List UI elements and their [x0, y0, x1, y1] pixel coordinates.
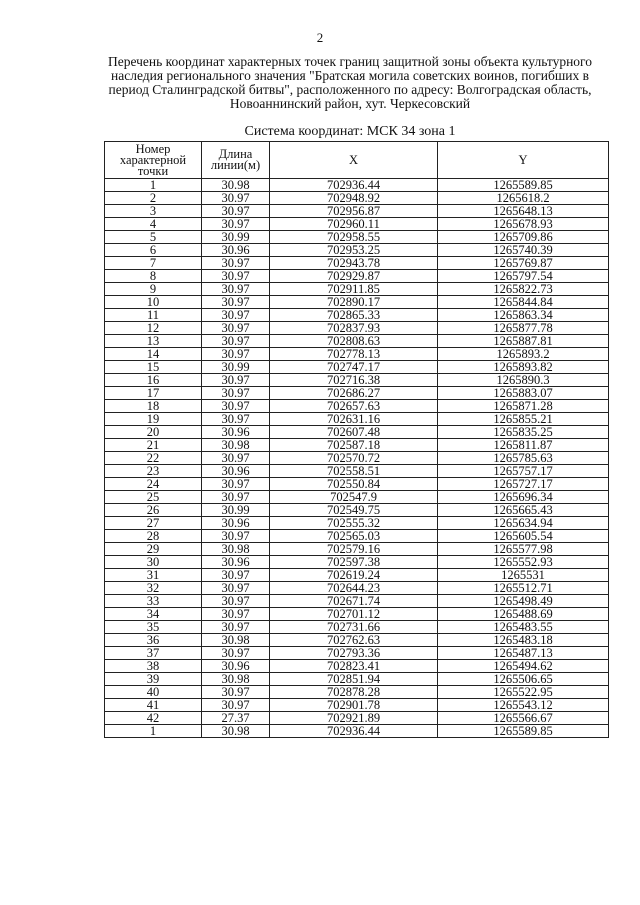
cell-x: 702587.18 [270, 439, 438, 452]
table-row [105, 621, 609, 634]
cell-point-number: 38 [105, 660, 202, 673]
table-row [105, 244, 609, 257]
cell-line-length: 30.97 [202, 452, 270, 465]
cell-line-length: 30.97 [202, 374, 270, 387]
cell-x: 702793.36 [270, 647, 438, 660]
cell-x: 702851.94 [270, 673, 438, 686]
cell-line-length: 30.97 [202, 283, 270, 296]
cell-line-length: 30.97 [202, 621, 270, 634]
cell-y: 1265543.12 [438, 699, 609, 712]
cell-point-number: 27 [105, 517, 202, 530]
cell-x: 702747.17 [270, 361, 438, 374]
cell-x: 702865.33 [270, 309, 438, 322]
cell-point-number: 20 [105, 426, 202, 439]
table-row [105, 374, 609, 387]
cell-y: 1265552.93 [438, 556, 609, 569]
cell-line-length: 30.97 [202, 322, 270, 335]
cell-x: 702943.78 [270, 257, 438, 270]
cell-line-length: 27.37 [202, 712, 270, 725]
cell-line-length: 30.98 [202, 634, 270, 647]
cell-y: 1265835.25 [438, 426, 609, 439]
cell-point-number: 42 [105, 712, 202, 725]
cell-y: 1265506.65 [438, 673, 609, 686]
cell-x: 702607.48 [270, 426, 438, 439]
table-row [105, 530, 609, 543]
page-number: 2 [316, 30, 324, 45]
cell-y: 1265863.34 [438, 309, 609, 322]
cell-x: 702671.74 [270, 595, 438, 608]
cell-y: 1265605.54 [438, 530, 609, 543]
cell-y: 1265893.2 [438, 348, 609, 361]
cell-line-length: 30.97 [202, 296, 270, 309]
cell-x: 702936.44 [270, 725, 438, 738]
cell-y: 1265844.84 [438, 296, 609, 309]
table-row [105, 361, 609, 374]
cell-point-number: 13 [105, 335, 202, 348]
table-row [105, 582, 609, 595]
table-row [105, 439, 609, 452]
table-row [105, 725, 609, 738]
cell-y: 1265634.94 [438, 517, 609, 530]
cell-point-number: 23 [105, 465, 202, 478]
cell-y: 1265488.69 [438, 608, 609, 621]
table-row [105, 491, 609, 504]
cell-y: 1265727.17 [438, 478, 609, 491]
cell-point-number: 34 [105, 608, 202, 621]
table-row [105, 699, 609, 712]
cell-point-number: 40 [105, 686, 202, 699]
document-title: Перечень координат характерных точек границ защитной зоны объекта культурного наследия регионального значения "Братская могила советских воинов, погибших в период Сталинградской битвы", расположенного по адресу: Волгоградская область, Новоаннинский район, хут. Черкесовский [108, 54, 592, 111]
table-row [105, 647, 609, 660]
cell-point-number: 33 [105, 595, 202, 608]
cell-point-number: 4 [105, 218, 202, 231]
cell-x: 702948.92 [270, 192, 438, 205]
cell-line-length: 30.97 [202, 491, 270, 504]
table-row [105, 660, 609, 673]
table-row [105, 517, 609, 530]
cell-x: 702570.72 [270, 452, 438, 465]
cell-line-length: 30.99 [202, 361, 270, 374]
table-row [105, 309, 609, 322]
cell-y: 1265740.39 [438, 244, 609, 257]
cell-line-length: 30.97 [202, 192, 270, 205]
cell-x: 702579.16 [270, 543, 438, 556]
cell-line-length: 30.96 [202, 556, 270, 569]
cell-y: 1265665.43 [438, 504, 609, 517]
cell-x: 702549.75 [270, 504, 438, 517]
table-row [105, 413, 609, 426]
table-row [105, 192, 609, 205]
cell-point-number: 6 [105, 244, 202, 257]
header-line-length: Длина линии(м) [202, 142, 270, 179]
cell-y: 1265890.3 [438, 374, 609, 387]
cell-point-number: 16 [105, 374, 202, 387]
cell-x: 702960.11 [270, 218, 438, 231]
cell-y: 1265531 [438, 569, 609, 582]
table-row [105, 569, 609, 582]
cell-x: 702958.55 [270, 231, 438, 244]
cell-point-number: 28 [105, 530, 202, 543]
cell-line-length: 30.97 [202, 348, 270, 361]
header-point-number: Номер характерной точки [105, 142, 202, 179]
cell-x: 702731.66 [270, 621, 438, 634]
cell-x: 702547.9 [270, 491, 438, 504]
cell-line-length: 30.98 [202, 725, 270, 738]
cell-x: 702644.23 [270, 582, 438, 595]
cell-y: 1265757.17 [438, 465, 609, 478]
cell-point-number: 5 [105, 231, 202, 244]
table-row [105, 218, 609, 231]
cell-y: 1265483.18 [438, 634, 609, 647]
table-row [105, 465, 609, 478]
table-row [105, 712, 609, 725]
cell-line-length: 30.97 [202, 413, 270, 426]
cell-x: 702778.13 [270, 348, 438, 361]
cell-line-length: 30.97 [202, 569, 270, 582]
cell-line-length: 30.96 [202, 426, 270, 439]
cell-x: 702565.03 [270, 530, 438, 543]
cell-line-length: 30.99 [202, 231, 270, 244]
cell-x: 702953.25 [270, 244, 438, 257]
table-row [105, 335, 609, 348]
cell-point-number: 8 [105, 270, 202, 283]
cell-x: 702619.24 [270, 569, 438, 582]
table-row [105, 634, 609, 647]
cell-point-number: 25 [105, 491, 202, 504]
table-row [105, 556, 609, 569]
cell-point-number: 10 [105, 296, 202, 309]
cell-line-length: 30.97 [202, 478, 270, 491]
cell-y: 1265822.73 [438, 283, 609, 296]
table-row [105, 348, 609, 361]
table-row [105, 608, 609, 621]
cell-point-number: 30 [105, 556, 202, 569]
cell-point-number: 7 [105, 257, 202, 270]
cell-point-number: 19 [105, 413, 202, 426]
cell-x: 702911.85 [270, 283, 438, 296]
cell-line-length: 30.97 [202, 257, 270, 270]
cell-y: 1265648.13 [438, 205, 609, 218]
cell-line-length: 30.96 [202, 517, 270, 530]
cell-line-length: 30.97 [202, 608, 270, 621]
cell-point-number: 15 [105, 361, 202, 374]
cell-point-number: 17 [105, 387, 202, 400]
cell-line-length: 30.97 [202, 582, 270, 595]
cell-point-number: 24 [105, 478, 202, 491]
cell-line-length: 30.97 [202, 530, 270, 543]
table-row [105, 296, 609, 309]
cell-x: 702890.17 [270, 296, 438, 309]
cell-point-number: 26 [105, 504, 202, 517]
cell-y: 1265709.86 [438, 231, 609, 244]
cell-point-number: 11 [105, 309, 202, 322]
cell-point-number: 39 [105, 673, 202, 686]
cell-line-length: 30.97 [202, 218, 270, 231]
cell-line-length: 30.97 [202, 699, 270, 712]
cell-y: 1265893.82 [438, 361, 609, 374]
cell-y: 1265522.95 [438, 686, 609, 699]
cell-y: 1265883.07 [438, 387, 609, 400]
cell-line-length: 30.98 [202, 673, 270, 686]
cell-x: 702657.63 [270, 400, 438, 413]
cell-line-length: 30.96 [202, 465, 270, 478]
cell-point-number: 9 [105, 283, 202, 296]
cell-point-number: 2 [105, 192, 202, 205]
cell-y: 1265877.78 [438, 322, 609, 335]
cell-y: 1265589.85 [438, 725, 609, 738]
cell-y: 1265855.21 [438, 413, 609, 426]
cell-point-number: 41 [105, 699, 202, 712]
cell-x: 702686.27 [270, 387, 438, 400]
cell-point-number: 1 [105, 725, 202, 738]
cell-y: 1265797.54 [438, 270, 609, 283]
cell-point-number: 36 [105, 634, 202, 647]
cell-x: 702716.38 [270, 374, 438, 387]
cell-line-length: 30.97 [202, 309, 270, 322]
table-row [105, 504, 609, 517]
cell-y: 1265887.81 [438, 335, 609, 348]
table-row [105, 452, 609, 465]
cell-line-length: 30.98 [202, 439, 270, 452]
cell-line-length: 30.96 [202, 660, 270, 673]
cell-point-number: 3 [105, 205, 202, 218]
cell-x: 702808.63 [270, 335, 438, 348]
cell-x: 702878.28 [270, 686, 438, 699]
table-row [105, 387, 609, 400]
table-row [105, 257, 609, 270]
cell-line-length: 30.97 [202, 270, 270, 283]
table-body [105, 179, 609, 738]
cell-x: 702631.16 [270, 413, 438, 426]
coordinates-table [104, 141, 609, 738]
cell-x: 702701.12 [270, 608, 438, 621]
cell-x: 702762.63 [270, 634, 438, 647]
cell-point-number: 35 [105, 621, 202, 634]
cell-line-length: 30.96 [202, 244, 270, 257]
cell-point-number: 18 [105, 400, 202, 413]
cell-x: 702823.41 [270, 660, 438, 673]
cell-point-number: 31 [105, 569, 202, 582]
cell-point-number: 32 [105, 582, 202, 595]
cell-line-length: 30.97 [202, 595, 270, 608]
cell-line-length: 30.97 [202, 387, 270, 400]
cell-point-number: 21 [105, 439, 202, 452]
cell-line-length: 30.99 [202, 504, 270, 517]
cell-y: 1265577.98 [438, 543, 609, 556]
cell-x: 702956.87 [270, 205, 438, 218]
table-row [105, 400, 609, 413]
cell-line-length: 30.98 [202, 179, 270, 192]
cell-line-length: 30.97 [202, 335, 270, 348]
cell-y: 1265483.55 [438, 621, 609, 634]
table-row [105, 426, 609, 439]
table-row [105, 231, 609, 244]
cell-y: 1265696.34 [438, 491, 609, 504]
cell-line-length: 30.97 [202, 205, 270, 218]
cell-x: 702921.89 [270, 712, 438, 725]
cell-point-number: 12 [105, 322, 202, 335]
cell-line-length: 30.98 [202, 543, 270, 556]
table-row [105, 322, 609, 335]
cell-y: 1265678.93 [438, 218, 609, 231]
cell-y: 1265487.13 [438, 647, 609, 660]
cell-line-length: 30.97 [202, 686, 270, 699]
table-row [105, 270, 609, 283]
cell-y: 1265494.62 [438, 660, 609, 673]
cell-y: 1265512.71 [438, 582, 609, 595]
cell-y: 1265769.87 [438, 257, 609, 270]
cell-line-length: 30.97 [202, 647, 270, 660]
cell-point-number: 37 [105, 647, 202, 660]
cell-point-number: 14 [105, 348, 202, 361]
cell-y: 1265589.85 [438, 179, 609, 192]
header-y: Y [438, 142, 609, 179]
cell-y: 1265785.63 [438, 452, 609, 465]
header-x: X [270, 142, 438, 179]
cell-line-length: 30.97 [202, 400, 270, 413]
table-row [105, 686, 609, 699]
table-header-row [105, 142, 609, 179]
cell-y: 1265498.49 [438, 595, 609, 608]
table-row [105, 205, 609, 218]
table-row [105, 179, 609, 192]
cell-y: 1265566.67 [438, 712, 609, 725]
cell-y: 1265811.87 [438, 439, 609, 452]
cell-y: 1265618.2 [438, 192, 609, 205]
cell-y: 1265871.28 [438, 400, 609, 413]
table-row [105, 595, 609, 608]
table-row [105, 478, 609, 491]
cell-point-number: 29 [105, 543, 202, 556]
cell-point-number: 22 [105, 452, 202, 465]
table-row [105, 283, 609, 296]
cell-x: 702597.38 [270, 556, 438, 569]
cell-x: 702558.51 [270, 465, 438, 478]
cell-x: 702837.93 [270, 322, 438, 335]
coordinate-system-caption: Система координат: МСК 34 зона 1 [244, 124, 456, 139]
table-row [105, 673, 609, 686]
table-row [105, 543, 609, 556]
cell-x: 702936.44 [270, 179, 438, 192]
cell-x: 702555.32 [270, 517, 438, 530]
cell-x: 702901.78 [270, 699, 438, 712]
cell-x: 702550.84 [270, 478, 438, 491]
cell-x: 702929.87 [270, 270, 438, 283]
cell-point-number: 1 [105, 179, 202, 192]
